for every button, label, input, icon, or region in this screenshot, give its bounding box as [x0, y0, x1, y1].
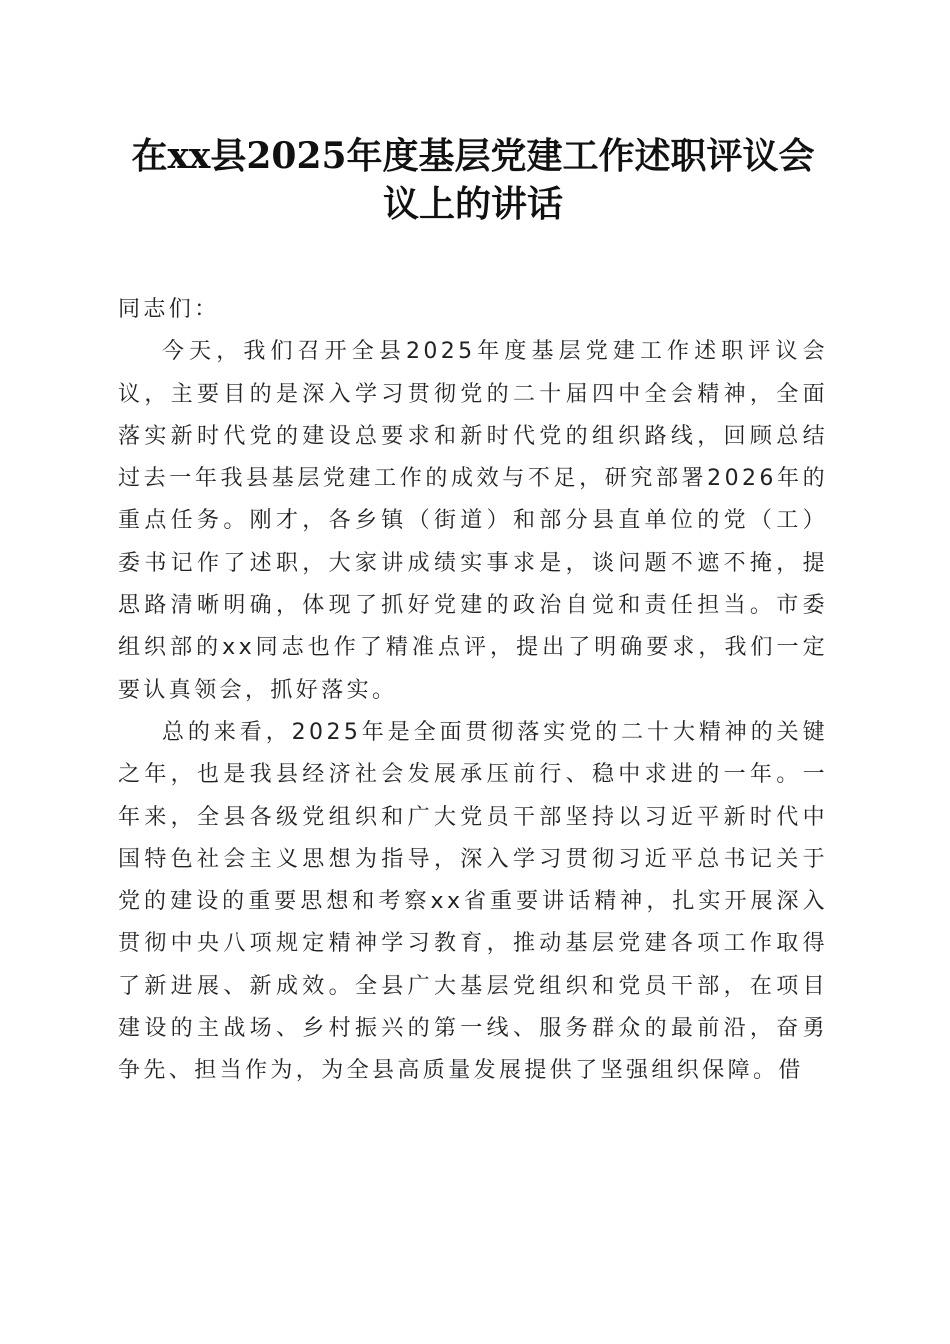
document-body [118, 289, 828, 1093]
paragraph-1: 今天，我们召开全县2025年度基层党建工作述职评议会议，主要目的是深入学习贯彻党的二十届四中全会精神，全面落实新时代党的建设总要求和新时代党的组织路线，回顾总结过去一年我县基层党建工作的成效与不足，研究部署2026年的重点任务。刚才，各乡镇（街道）和部分县直单位的党（工）委书记作了述职，大家讲成绩实事求是，谈问题不遮不掩，提思路清晰明确，体现了抓好党建的政治自觉和责任担当。市委组织部的xx同志也作了精准点评，提出了明确要求，我们一定要认真领会，抓好落实。 [118, 339, 828, 703]
document-title: 在xx县2025年度基层党建工作述职评议会议上的讲话 [131, 135, 815, 225]
salutation: 同志们： [118, 297, 220, 322]
paragraph-2: 总的来看，2025年是全面贯彻落实党的二十大精神的关键之年，也是我县经济社会发展承压前行、稳中求进的一年。一年来，全县各级党组织和广大党员干部坚持以习近平新时代中国特色社会主义思想为指导，深入学习贯彻习近平总书记关于党的建设的重要思想和考察xx省重要讲话精神，扎实开展深入贯彻中央八项规定精神学习教育，推动基层党建各项工作取得了新进展、新成效。全县广大基层党组织和党员干部，在项目建设的主战场、乡村振兴的第一线、服务群众的最前沿，奋勇争先、担当作为，为全县高质量发展提供了坚强组织保障。借 [118, 719, 828, 1084]
